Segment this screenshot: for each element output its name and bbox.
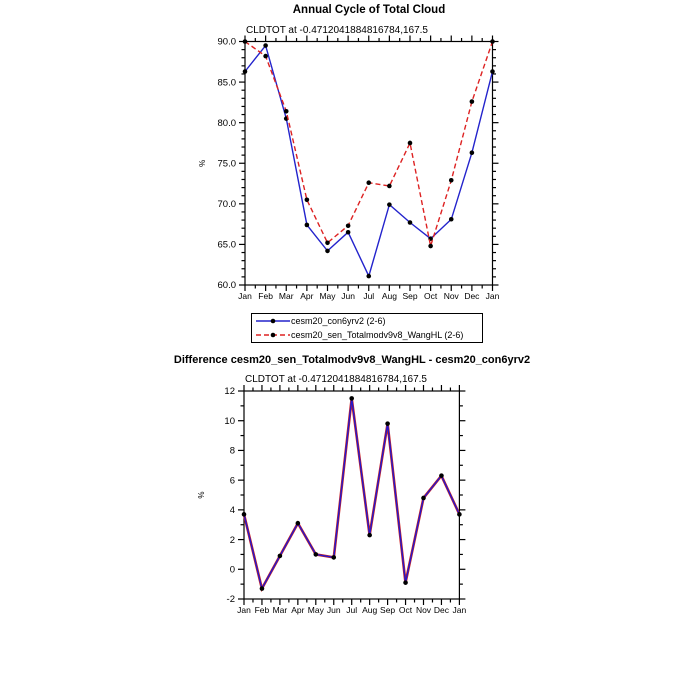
data-point-marker bbox=[346, 223, 351, 228]
data-point-marker bbox=[387, 202, 392, 207]
y-tick-label: 4 bbox=[229, 505, 235, 517]
y-tick-label: 75.0 bbox=[217, 158, 236, 170]
series-line-1 bbox=[245, 42, 493, 247]
data-point-marker bbox=[470, 150, 475, 155]
x-tick-label: Nov bbox=[443, 291, 459, 301]
data-point-marker bbox=[366, 274, 371, 279]
y-tick-label: 80.0 bbox=[217, 117, 236, 129]
data-point-marker bbox=[263, 54, 268, 59]
data-point-marker bbox=[387, 184, 392, 189]
x-tick-label: Dec bbox=[433, 605, 450, 615]
chart-difference bbox=[197, 385, 467, 615]
y-axis-label: % bbox=[198, 159, 207, 167]
data-point-marker bbox=[490, 69, 495, 74]
legend-label: cesm20_sen_Totalmodv9v8_WangHL (2-6) bbox=[291, 330, 464, 340]
x-tick-label: Sep bbox=[402, 291, 418, 301]
x-tick-label: Mar bbox=[278, 291, 294, 301]
y-tick-label: 70.0 bbox=[217, 199, 236, 211]
x-tick-label: Feb bbox=[258, 291, 273, 301]
legend-row-con6yrv2 bbox=[252, 314, 482, 328]
data-point-marker bbox=[457, 512, 462, 517]
x-tick-label: Sep bbox=[380, 605, 396, 615]
x-tick-label: Dec bbox=[464, 291, 480, 301]
x-tick-label: Apr bbox=[300, 291, 314, 301]
top-chart-title: Annual Cycle of Total Cloud bbox=[292, 4, 446, 16]
x-tick-label: Oct bbox=[424, 291, 438, 301]
data-point-marker bbox=[421, 496, 426, 501]
data-point-marker bbox=[331, 555, 336, 560]
data-point-marker bbox=[366, 180, 371, 185]
data-point-marker bbox=[314, 552, 319, 557]
data-point-marker bbox=[403, 580, 408, 585]
y-tick-label: 65.0 bbox=[217, 239, 236, 251]
data-point-marker bbox=[428, 244, 433, 249]
legend bbox=[251, 313, 483, 343]
data-point-marker bbox=[325, 249, 330, 254]
x-tick-label: Jun bbox=[341, 291, 355, 301]
x-tick-label: Nov bbox=[415, 605, 432, 615]
series-markers-1 bbox=[243, 39, 495, 248]
x-tick-label: Aug bbox=[362, 605, 378, 615]
data-point-marker bbox=[470, 99, 475, 104]
legend-sample-marker bbox=[271, 333, 276, 338]
x-tick-label: May bbox=[307, 605, 324, 615]
data-point-marker bbox=[346, 230, 351, 235]
data-point-marker bbox=[296, 521, 301, 526]
series-line-0 bbox=[245, 46, 493, 277]
x-tick-labels bbox=[237, 605, 466, 615]
series-markers-0 bbox=[243, 43, 495, 278]
axes bbox=[239, 36, 499, 292]
y-tick-label: 2 bbox=[229, 534, 235, 546]
y-axis-label: % bbox=[197, 491, 206, 499]
data-point-marker bbox=[349, 396, 354, 401]
data-point-marker bbox=[367, 533, 372, 538]
data-point-marker bbox=[263, 43, 268, 48]
x-tick-label: Oct bbox=[398, 605, 413, 615]
data-point-marker bbox=[325, 240, 330, 245]
x-tick-label: Jan bbox=[485, 291, 500, 301]
data-point-marker bbox=[449, 178, 454, 183]
y-tick-label: 0 bbox=[229, 564, 235, 576]
x-tick-label: Jan bbox=[238, 291, 252, 301]
x-tick-label: Apr bbox=[291, 605, 305, 615]
data-point-marker bbox=[490, 39, 495, 44]
legend-line-sample-red bbox=[256, 330, 290, 340]
data-point-marker bbox=[243, 39, 248, 44]
y-tick-label: 60.0 bbox=[217, 280, 236, 292]
x-tick-label: Jul bbox=[363, 291, 375, 301]
top-chart-subtitle: CLDTOT at -0.4712041884816784,167.5 bbox=[246, 25, 428, 36]
x-tick-label: Jan bbox=[237, 605, 251, 615]
data-point-marker bbox=[278, 554, 283, 559]
y-tick-labels bbox=[218, 37, 237, 292]
data-point-marker bbox=[260, 586, 265, 591]
legend-sample-marker bbox=[271, 319, 276, 324]
y-tick-label: 85.0 bbox=[217, 77, 236, 89]
x-tick-label: Mar bbox=[272, 605, 288, 615]
y-tick-label: 10 bbox=[224, 415, 235, 427]
chart-annual-cycle bbox=[198, 36, 500, 302]
y-tick-labels bbox=[224, 386, 235, 605]
data-point-marker bbox=[305, 223, 310, 228]
legend-label: cesm20_con6yrv2 (2-6) bbox=[291, 316, 386, 326]
data-point-marker bbox=[408, 141, 413, 146]
data-point-marker bbox=[449, 217, 454, 222]
data-point-marker bbox=[243, 69, 248, 74]
data-point-marker bbox=[439, 473, 444, 478]
x-tick-labels bbox=[238, 291, 499, 301]
x-tick-label: Jun bbox=[326, 605, 341, 615]
y-tick-label: 8 bbox=[229, 445, 235, 457]
legend-row-wanghl bbox=[252, 328, 482, 342]
data-point-marker bbox=[385, 421, 390, 426]
x-tick-label: Jan bbox=[452, 605, 467, 615]
x-tick-label: Feb bbox=[254, 605, 270, 615]
data-point-marker bbox=[284, 109, 289, 114]
x-tick-label: Jul bbox=[346, 605, 358, 615]
bottom-chart-subtitle: CLDTOT at -0.4712041884816784,167.5 bbox=[245, 374, 427, 385]
data-point-marker bbox=[305, 197, 310, 202]
data-point-marker bbox=[408, 220, 413, 225]
legend-line-sample-blue bbox=[256, 316, 290, 326]
y-tick-label: 90.0 bbox=[217, 36, 236, 48]
x-tick-label: Aug bbox=[381, 291, 397, 301]
bottom-chart-title: Difference cesm20_sen_Totalmodv9v8_WangHL - cesm20_con6yrv2 bbox=[173, 354, 531, 366]
x-tick-label: May bbox=[319, 291, 336, 301]
data-point-marker bbox=[242, 512, 247, 517]
y-tick-label: 12 bbox=[224, 386, 235, 398]
y-tick-label: 6 bbox=[229, 475, 235, 487]
y-tick-label: -2 bbox=[226, 594, 235, 606]
